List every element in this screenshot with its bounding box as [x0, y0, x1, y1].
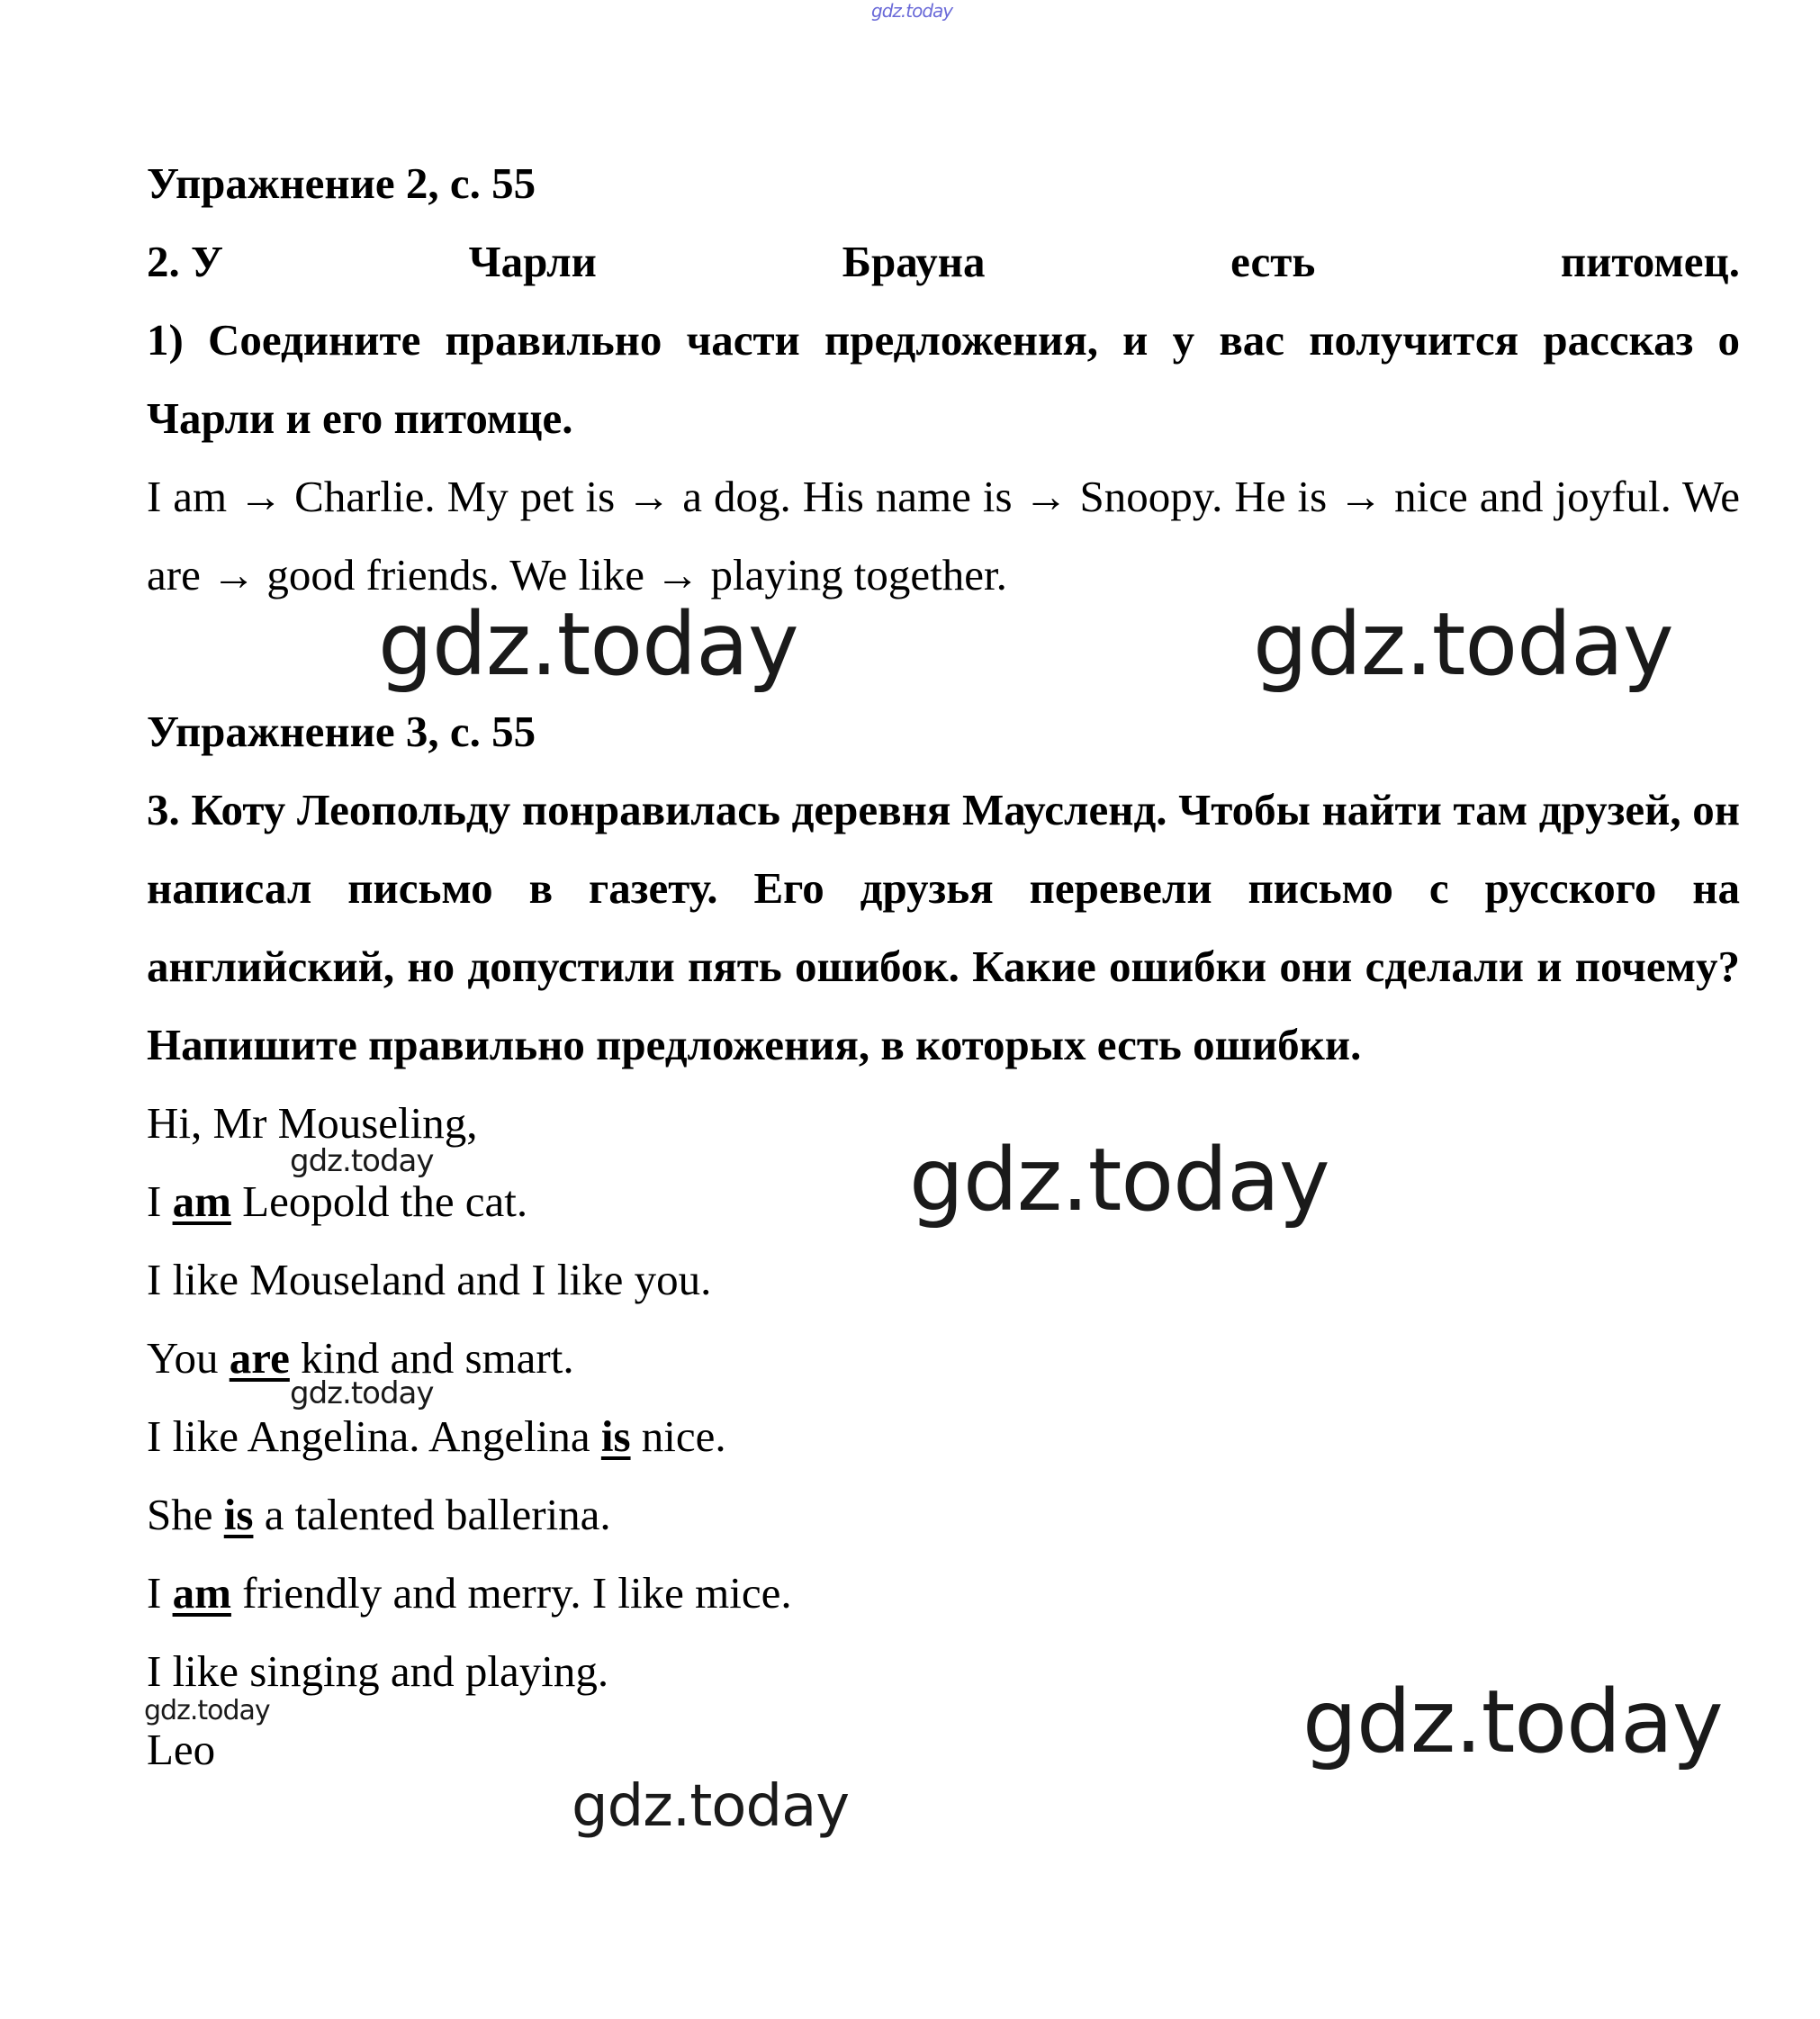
- title-word: Чарли: [468, 237, 597, 286]
- letter-greeting: Hi, Mr Mouseling,: [147, 1098, 478, 1148]
- watermark: gdz.today: [290, 1375, 434, 1411]
- letter-text: Leopold the cat.: [230, 1176, 528, 1226]
- exercise-3-instruction: 3. Коту Леопольду понравилась деревня Маусленд. Чтобы найти там друзей, он написал письмо в газету. Его друзья перевели письмо с русского на английский, но допустили пять ошибок. Какие ошибки они сделали и почему? Напишите правильно предложения, в которых есть ошибки.: [147, 785, 1740, 1069]
- letter-text: a talented ballerina.: [253, 1490, 611, 1539]
- document-page: [147, 144, 1740, 1789]
- letter-text: friendly and merry. I like mice.: [230, 1568, 792, 1618]
- exercise-2-answer: I am → Charlie. My pet is → a dog. His name is → Snoopy. He is → nice and joyful. We are → good friends. We like → playing together.: [147, 472, 1740, 599]
- letter-signature: Leo: [147, 1725, 216, 1774]
- corrected-word: am: [172, 1176, 231, 1226]
- exercise-2-title: [147, 222, 1740, 301]
- watermark-top: gdz.today: [871, 0, 953, 22]
- letter-line: I like singing and playing.: [147, 1646, 609, 1696]
- watermark: gdz.today: [378, 594, 798, 695]
- exercise-3-heading: Упражнение 3, с. 55: [147, 707, 536, 756]
- watermark: gdz.today: [1302, 1672, 1723, 1772]
- title-word: есть: [1230, 237, 1316, 286]
- corrected-word: is: [600, 1411, 631, 1461]
- watermark: gdz.today: [572, 1773, 850, 1840]
- watermark: gdz.today: [290, 1143, 434, 1179]
- watermark: gdz.today: [1253, 594, 1673, 695]
- letter-line: I like Mouseland and I like you.: [147, 1255, 712, 1304]
- letter-text: I: [147, 1176, 173, 1226]
- letter-text: She: [147, 1490, 224, 1539]
- exercise-2-heading: Упражнение 2, с. 55: [147, 158, 536, 208]
- letter-text: nice.: [630, 1411, 726, 1461]
- letter-line: [147, 1554, 1740, 1632]
- letter-text: I: [147, 1568, 173, 1618]
- exercise-2-instruction: 1) Соедините правильно части предложения, и у вас получится рассказ о Чарли и его питомце.: [147, 315, 1740, 443]
- corrected-word: am: [172, 1568, 231, 1618]
- corrected-word: is: [223, 1490, 254, 1539]
- letter-text: I like Angelina. Angelina: [147, 1411, 601, 1461]
- watermark: gdz.today: [909, 1130, 1329, 1230]
- title-word: Брауна: [842, 237, 986, 286]
- title-word: питомец.: [1560, 237, 1740, 286]
- title-word: 2. У: [147, 237, 223, 286]
- letter-text: kind and smart.: [289, 1333, 574, 1383]
- letter-line: [147, 1475, 1740, 1554]
- watermark: gdz.today: [144, 1695, 270, 1726]
- corrected-word: are: [229, 1333, 290, 1383]
- letter-text: You: [147, 1333, 230, 1383]
